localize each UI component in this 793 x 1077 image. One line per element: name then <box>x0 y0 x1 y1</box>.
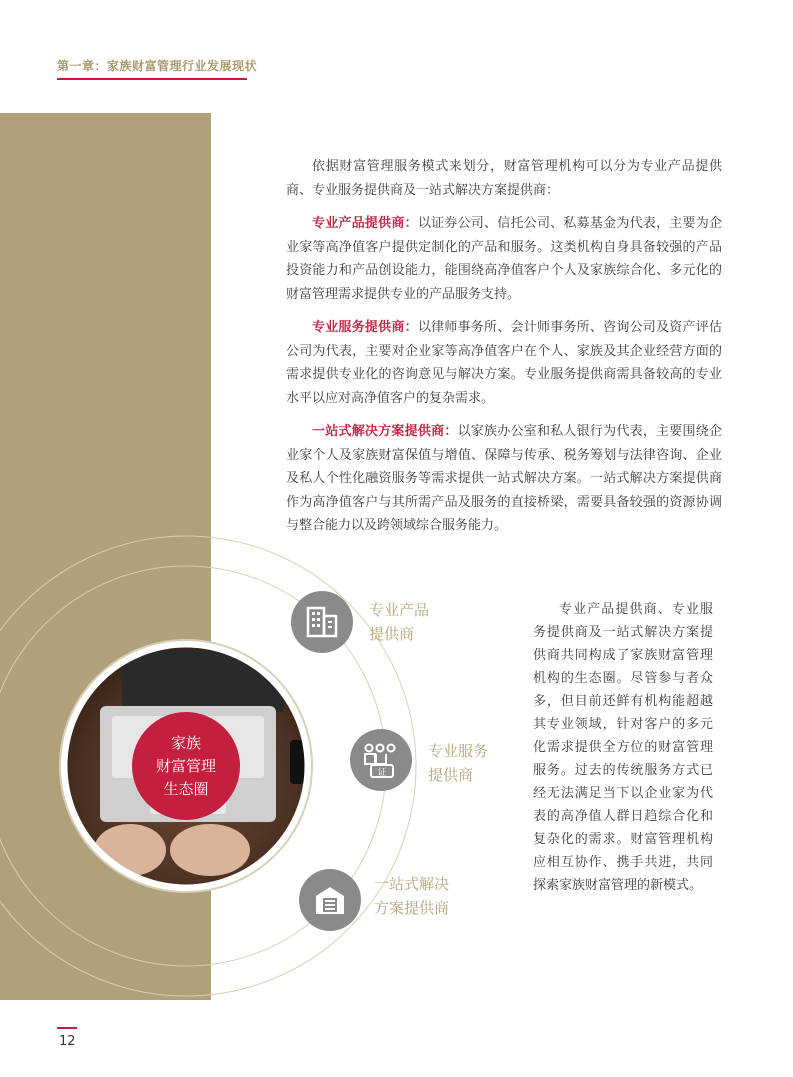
center-line-2: 财富管理 <box>155 756 216 775</box>
ecosystem-paragraph: 专业产品提供商、专业服务提供商及一站式解决方案提供商共同构成了家族财富管理机构的生态圈。尽管参与者众多，但目前还鲜有机构能超越其专业领域，针对客户的多元化需求提供全方位的财富管理服务。过去的传统服务方式已经无法满足当下以企业家为代表的高净值人群日趋综合化和复杂化的需求。财富管理机构应相互协作、携手共进，共同探索家族财富管理的新模式。 <box>533 602 713 893</box>
node-label-line: 专业产品 <box>369 601 430 619</box>
node-label-onestop <box>374 872 484 920</box>
node-label-line: 一站式解决 <box>374 875 450 893</box>
node-label-line: 提供商 <box>428 766 474 784</box>
page-number: 12 <box>59 1034 76 1049</box>
node-label-line: 提供商 <box>369 625 415 643</box>
certificate-icon <box>350 729 412 791</box>
node-label-line: 专业服务 <box>428 742 489 760</box>
node-label-service <box>428 739 538 787</box>
category-text: 以证券公司、信托公司、私募基金为代表，主要为企业家等高净值客户提供定制化的产品和服务。这类机构自身具备较强的产品投资能力和产品创设能力，能围绕高净值客户个人及家族综合化、多元化的财富管理需求提供专业的产品服务支持。 <box>286 216 722 302</box>
category-term: 一站式解决方案提供商： <box>312 424 458 439</box>
warehouse-icon <box>299 869 361 931</box>
chapter-title: 第一章：家族财富管理行业发展现状 <box>57 59 258 73</box>
ecosystem-center-circle <box>132 712 240 820</box>
intro-paragraph: 依据财富管理服务模式来划分，财富管理机构可以分为专业产品提供商、专业服务提供商及一站式解决方案提供商： <box>286 159 722 198</box>
category-term: 专业服务提供商： <box>312 320 418 335</box>
certificate-badge-text: 证 <box>377 768 387 778</box>
category-text: 以律师事务所、会计师事务所、咨询公司及资产评估公司为代表，主要对企业家等高净值客户在个人、家族及其企业经营方面的需求提供专业化的咨询意见与解决方案。专业服务提供商需具备较高的专业水平以应对高净值客户的复杂需求。 <box>286 320 722 406</box>
building-icon <box>291 591 353 653</box>
page-number-rule <box>57 1027 77 1029</box>
node-label-line: 方案提供商 <box>374 899 450 917</box>
center-line-3: 生态圈 <box>163 779 209 798</box>
category-text: 以家族办公室和私人银行为代表，主要围绕企业家个人及家族财富保值与增值、保障与传承、税务筹划与法律咨询、企业及私人个性化融资服务等需求提供一站式解决方案。一站式解决方案提供商作为高净值客户与其所需产品及服务的直接桥梁，需要具备较强的资源协调与整合能力以及跨领域综合服务能力。 <box>286 424 722 533</box>
ecosystem-description <box>533 598 713 897</box>
category-term: 专业产品提供商： <box>312 216 418 231</box>
node-label-product <box>369 598 479 646</box>
center-line-1: 家族 <box>170 733 201 752</box>
